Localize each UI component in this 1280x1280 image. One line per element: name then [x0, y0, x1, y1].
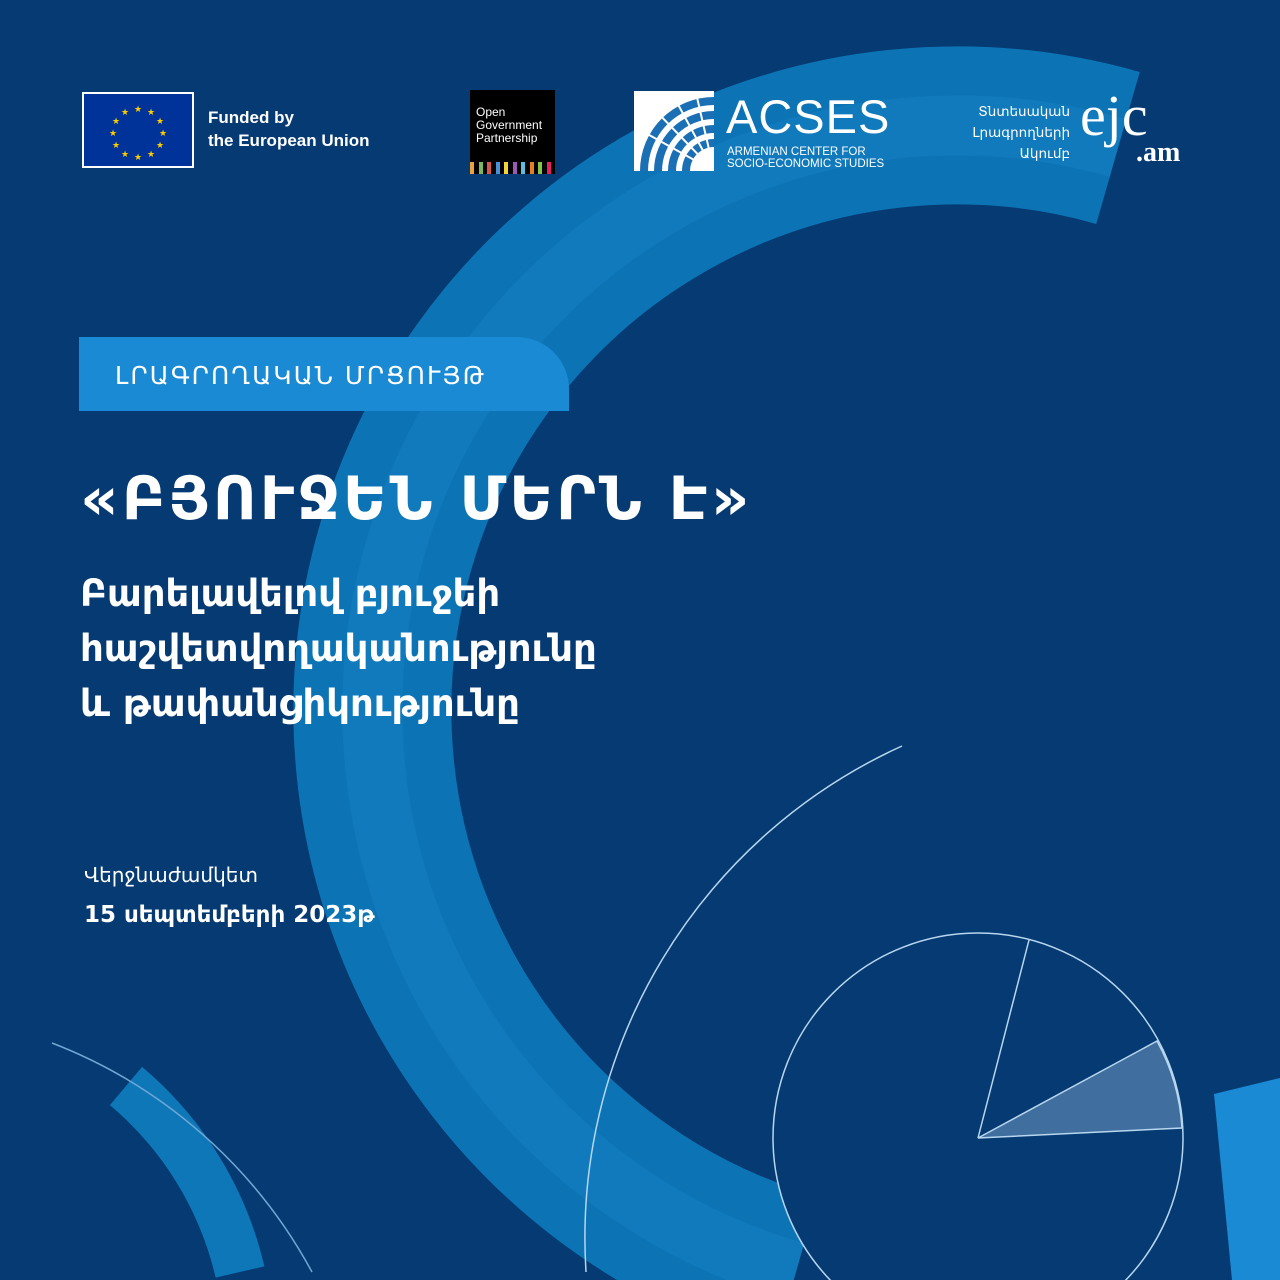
ejc-arm-line-1: Տնտեսական: [978, 104, 1070, 120]
svg-text:★: ★: [111, 117, 121, 127]
ogp-line-3: Partnership: [476, 131, 538, 145]
svg-text:★: ★: [133, 153, 143, 163]
subtitle: [80, 566, 597, 731]
ejc-armenian-name: [948, 102, 1070, 165]
acses-subtitle: [727, 146, 884, 170]
svg-text:★: ★: [133, 105, 143, 115]
subtitle-line-1: Բարելավելով բյուջեի: [80, 572, 501, 615]
ogp-line-1: Open: [476, 105, 506, 119]
svg-text:★: ★: [155, 141, 165, 151]
ogp-line-2: Government: [476, 118, 543, 132]
eu-line-1: Funded by: [208, 108, 294, 127]
ejc-domain: .am: [1136, 137, 1181, 168]
subtitle-line-3: և թափանցիկությունը: [80, 682, 520, 725]
acses-sub-line-1: ARMENIAN CENTER FOR: [727, 146, 866, 158]
deadline-label: Վերջնաժամկետ: [84, 863, 258, 887]
eu-line-2: the European Union: [208, 131, 370, 150]
ogp-logo: [470, 90, 555, 174]
subtitle-line-2: հաշվետվողականությունը: [80, 627, 597, 670]
ejc-arm-line-3: Ակումբ: [1019, 146, 1070, 162]
acses-mark-icon: [634, 91, 714, 171]
svg-text:★: ★: [120, 150, 130, 160]
deadline-date: 15 սեպտեմբերի 2023թ: [84, 902, 375, 928]
eu-stars-icon: [84, 94, 192, 166]
eu-flag-logo: [82, 92, 194, 168]
category-tag-label: ԼՐԱԳՐՈՂԱԿԱՆ ՄՐՑՈՒՅԹ: [115, 361, 487, 390]
svg-text:★: ★: [155, 117, 165, 127]
ogp-stripes: [470, 162, 555, 174]
ejc-logo: ejc: [1080, 83, 1148, 148]
ejc-arm-line-2: Լրագրողների: [972, 125, 1070, 141]
page-title: «ԲՅՈՒՋԵՆ ՄԵՐՆ Է»: [80, 464, 753, 534]
svg-text:★: ★: [108, 129, 118, 139]
svg-text:★: ★: [146, 108, 156, 118]
acses-sub-line-2: SOCIO-ECONOMIC STUDIES: [727, 158, 885, 170]
acses-name: ACSES: [726, 90, 891, 143]
svg-text:★: ★: [111, 141, 121, 151]
eu-funding-text: [208, 106, 370, 152]
bottom-right-accent: [1214, 1078, 1280, 1280]
bottom-left-arc: [126, 1086, 240, 1272]
ogp-text: [476, 106, 542, 145]
svg-text:★: ★: [146, 150, 156, 160]
svg-text:★: ★: [120, 108, 130, 118]
svg-text:★: ★: [158, 129, 168, 139]
